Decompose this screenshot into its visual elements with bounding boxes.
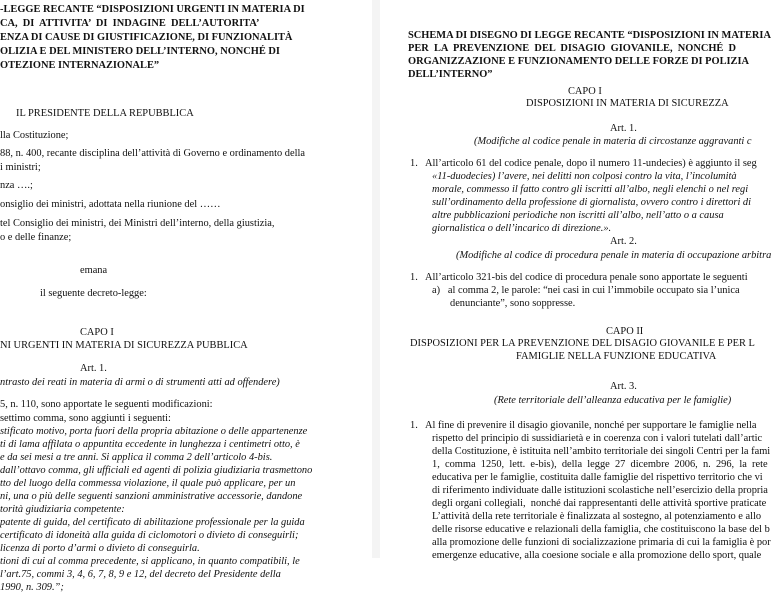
right-text-line: altre pubblicazioni periodiche non iscritti all’albo, nell’atto o a causa — [432, 210, 724, 221]
right-text-line: di riferimento individuate dalle istituzioni scolastiche nell’esercizio della propria — [432, 485, 768, 496]
left-text-line: NI URGENTI IN MATERIA DI SICUREZZA PUBBLICA — [0, 340, 248, 351]
right-text-line: DISPOSIZIONI IN MATERIA DI SICUREZZA — [526, 98, 729, 109]
right-text-line: PER LA PREVENZIONE DEL DISAGIO GIOVANILE, NONCHÉ D — [408, 43, 737, 54]
right-text-line: (Modifiche al codice di procedura penale in materia di occupazione arbitra — [456, 250, 771, 261]
right-text-line: (Modifiche al codice penale in materia di circostanze aggravanti c — [474, 136, 752, 147]
right-text-line: educativa per le famiglie, costituita dalle famiglie del rispettivo territorio che vi — [432, 472, 763, 483]
left-text-line: nza ….; — [0, 180, 33, 191]
left-document-page — [0, 0, 372, 593]
left-text-line: OLIZIA E DEL MINISTERO DELL’INTERNO, NONCHÉ DI — [0, 46, 280, 57]
right-text-line: Art. 1. — [610, 123, 637, 134]
left-text-line: IL PRESIDENTE DELLA REPUBBLICA — [16, 108, 194, 119]
right-text-line: 1. All’articolo 321-bis del codice di procedura penale sono apportate le seguenti — [410, 272, 748, 283]
right-text-line: DELL’INTERNO” — [408, 69, 493, 80]
right-text-line: della Costituzione, è istituita nell’ambito territoriale dei singoli Centri per la fami — [432, 446, 771, 457]
right-text-line: FAMIGLIE NELLA FUNZIONE EDUCATIVA — [516, 351, 717, 362]
left-text-line: -LEGGE RECANTE “DISPOSIZIONI URGENTI IN MATERIA DI — [0, 4, 305, 15]
right-text-line: Art. 2. — [610, 236, 637, 247]
left-text-line: o e delle finanze; — [0, 232, 72, 243]
left-text-line: emana — [80, 265, 108, 276]
right-text-line: 1, comma 1250, lett. e-bis), della legge 27 dicembre 2006, n. 296, la rete — [432, 459, 768, 470]
right-text-line: a) al comma 2, le parole: “nei casi in cui l’immobile occupato sia l’unica — [432, 285, 740, 296]
left-text-line: tioni di cui al comma precedente, si applicano, in quanto compatibili, le — [0, 556, 300, 567]
right-text-line: DISPOSIZIONI PER LA PREVENZIONE DEL DISAGIO GIOVANILE E PER L — [410, 338, 755, 349]
left-text-line: dall’ottavo comma, gli ufficiali ed agenti di polizia giudiziaria trasmettono — [0, 465, 313, 476]
right-text-line: degli organi collegiali, nonché dai rappresentanti delle attività sportive praticate — [432, 498, 767, 509]
left-text-line: e da sei mesi a tre anni. Si applica il comma 2 dell’articolo 4-bis. — [0, 452, 273, 463]
left-text-line: licenza di porto d’armi o divieto di conseguirla. — [0, 543, 200, 554]
right-text-line: L’attività della rete territoriale è finalizzata al sostegno, al potenziamento e allo — [432, 511, 762, 522]
right-text-line: denunciante”, sono soppresse. — [450, 298, 576, 309]
right-text-line: 1. All’articolo 61 del codice penale, dopo il numero 11-undecies) è aggiunto il seg — [410, 158, 757, 169]
right-text-line: rispetto del principio di sussidiarietà e in coerenza con i valori tutelati dall’artic — [432, 433, 763, 444]
left-text-line: tel Consiglio dei ministri, dei Ministri dell’interno, della giustizia, — [0, 218, 275, 229]
left-text-line: OTEZIONE INTERNAZIONALE” — [0, 60, 160, 71]
page-gap — [372, 0, 380, 558]
left-text-line: Art. 1. — [80, 363, 107, 374]
right-text-line: SCHEMA DI DISEGNO DI LEGGE RECANTE “DISPOSIZIONI IN MATERIA — [408, 30, 771, 41]
left-text-line: l’art.75, commi 3, 4, 6, 7, 8, 9 e 12, del decreto del Presidente della — [0, 569, 281, 580]
left-text-line: stificato motivo, porta fuori della propria abitazione o delle appartenenze — [0, 426, 308, 437]
left-text-line: lla Costituzione; — [0, 130, 69, 141]
left-text-line: CA, DI ATTIVITA’ DI INDAGINE DELL’AUTORITA’ — [0, 18, 260, 29]
right-text-line: delle risorse educative e relazionali della famiglia, che costituiscono la base del b — [432, 524, 770, 535]
left-text-line: i ministri; — [0, 162, 41, 173]
left-text-line: tto del luogo della commessa violazione, il quale può applicare, per un — [0, 478, 296, 489]
right-text-line: «11-duodecies) l’avere, nei delitti non colposi contro la vita, l’incolumità — [432, 171, 737, 182]
right-text-line: emergenze educative, alla coesione sociale e alla promozione dello sport, quale — [432, 550, 762, 561]
left-text-line: patente di guida, del certificato di abilitazione professionale per la guida — [0, 517, 305, 528]
left-text-line: 1990, n. 309.”; — [0, 582, 64, 593]
right-text-line: 1. Al fine di prevenire il disagio giovanile, nonché per supportare le famiglie nella — [410, 420, 757, 431]
left-text-line: ti di lama affilata o appuntita eccedente in lunghezza i centimetri otto, è — [0, 439, 300, 450]
right-text-line: ORGANIZZAZIONE E FUNZIONAMENTO DELLE FORZE DI POLIZIA — [408, 56, 750, 67]
right-text-line: CAPO II — [606, 326, 644, 337]
right-text-line: (Rete territoriale dell’alleanza educativa per le famiglie) — [494, 395, 732, 406]
left-text-line: torità giudiziaria competente: — [0, 504, 125, 515]
left-text-line: ni, una o più delle seguenti sanzioni amministrative accessorie, dandone — [0, 491, 303, 502]
right-text-line: morale, commesso il fatto contro gli iscritti all’albo, negli elenchi o nel regi — [432, 184, 749, 195]
left-text-line: ENZA DI CAUSE DI GIUSTIFICAZIONE, DI FUNZIONALITÀ — [0, 32, 293, 43]
right-text-line: CAPO I — [568, 86, 602, 97]
right-text-line: sull’ordinamento della professione di giornalista, ovvero contro i direttori di — [432, 197, 752, 208]
right-text-line: Art. 3. — [610, 381, 637, 392]
left-text-line: 5, n. 110, sono apportate le seguenti modificazioni: — [0, 399, 213, 410]
left-text-line: certificato di idoneità alla guida di ciclomotori o divieto di conseguirli; — [0, 530, 299, 541]
left-text-line: settimo comma, sono aggiunti i seguenti: — [0, 413, 171, 424]
left-text-line: CAPO I — [80, 327, 114, 338]
right-document-page — [380, 0, 771, 561]
left-text-line: ntrasto dei reati in materia di armi o di strumenti atti ad offendere) — [0, 377, 280, 388]
right-text-line: giornalistica o dell’incarico di direzione.». — [432, 223, 612, 234]
left-text-line: onsiglio dei ministri, adottata nella riunione del …… — [0, 199, 221, 210]
left-text-line: il seguente decreto-legge: — [40, 288, 147, 299]
right-text-line: alla promozione delle funzioni di socializzazione primaria di cui la famiglia è por — [432, 537, 771, 548]
left-text-line: 88, n. 400, recante disciplina dell’attività di Governo e ordinamento della — [0, 148, 305, 159]
